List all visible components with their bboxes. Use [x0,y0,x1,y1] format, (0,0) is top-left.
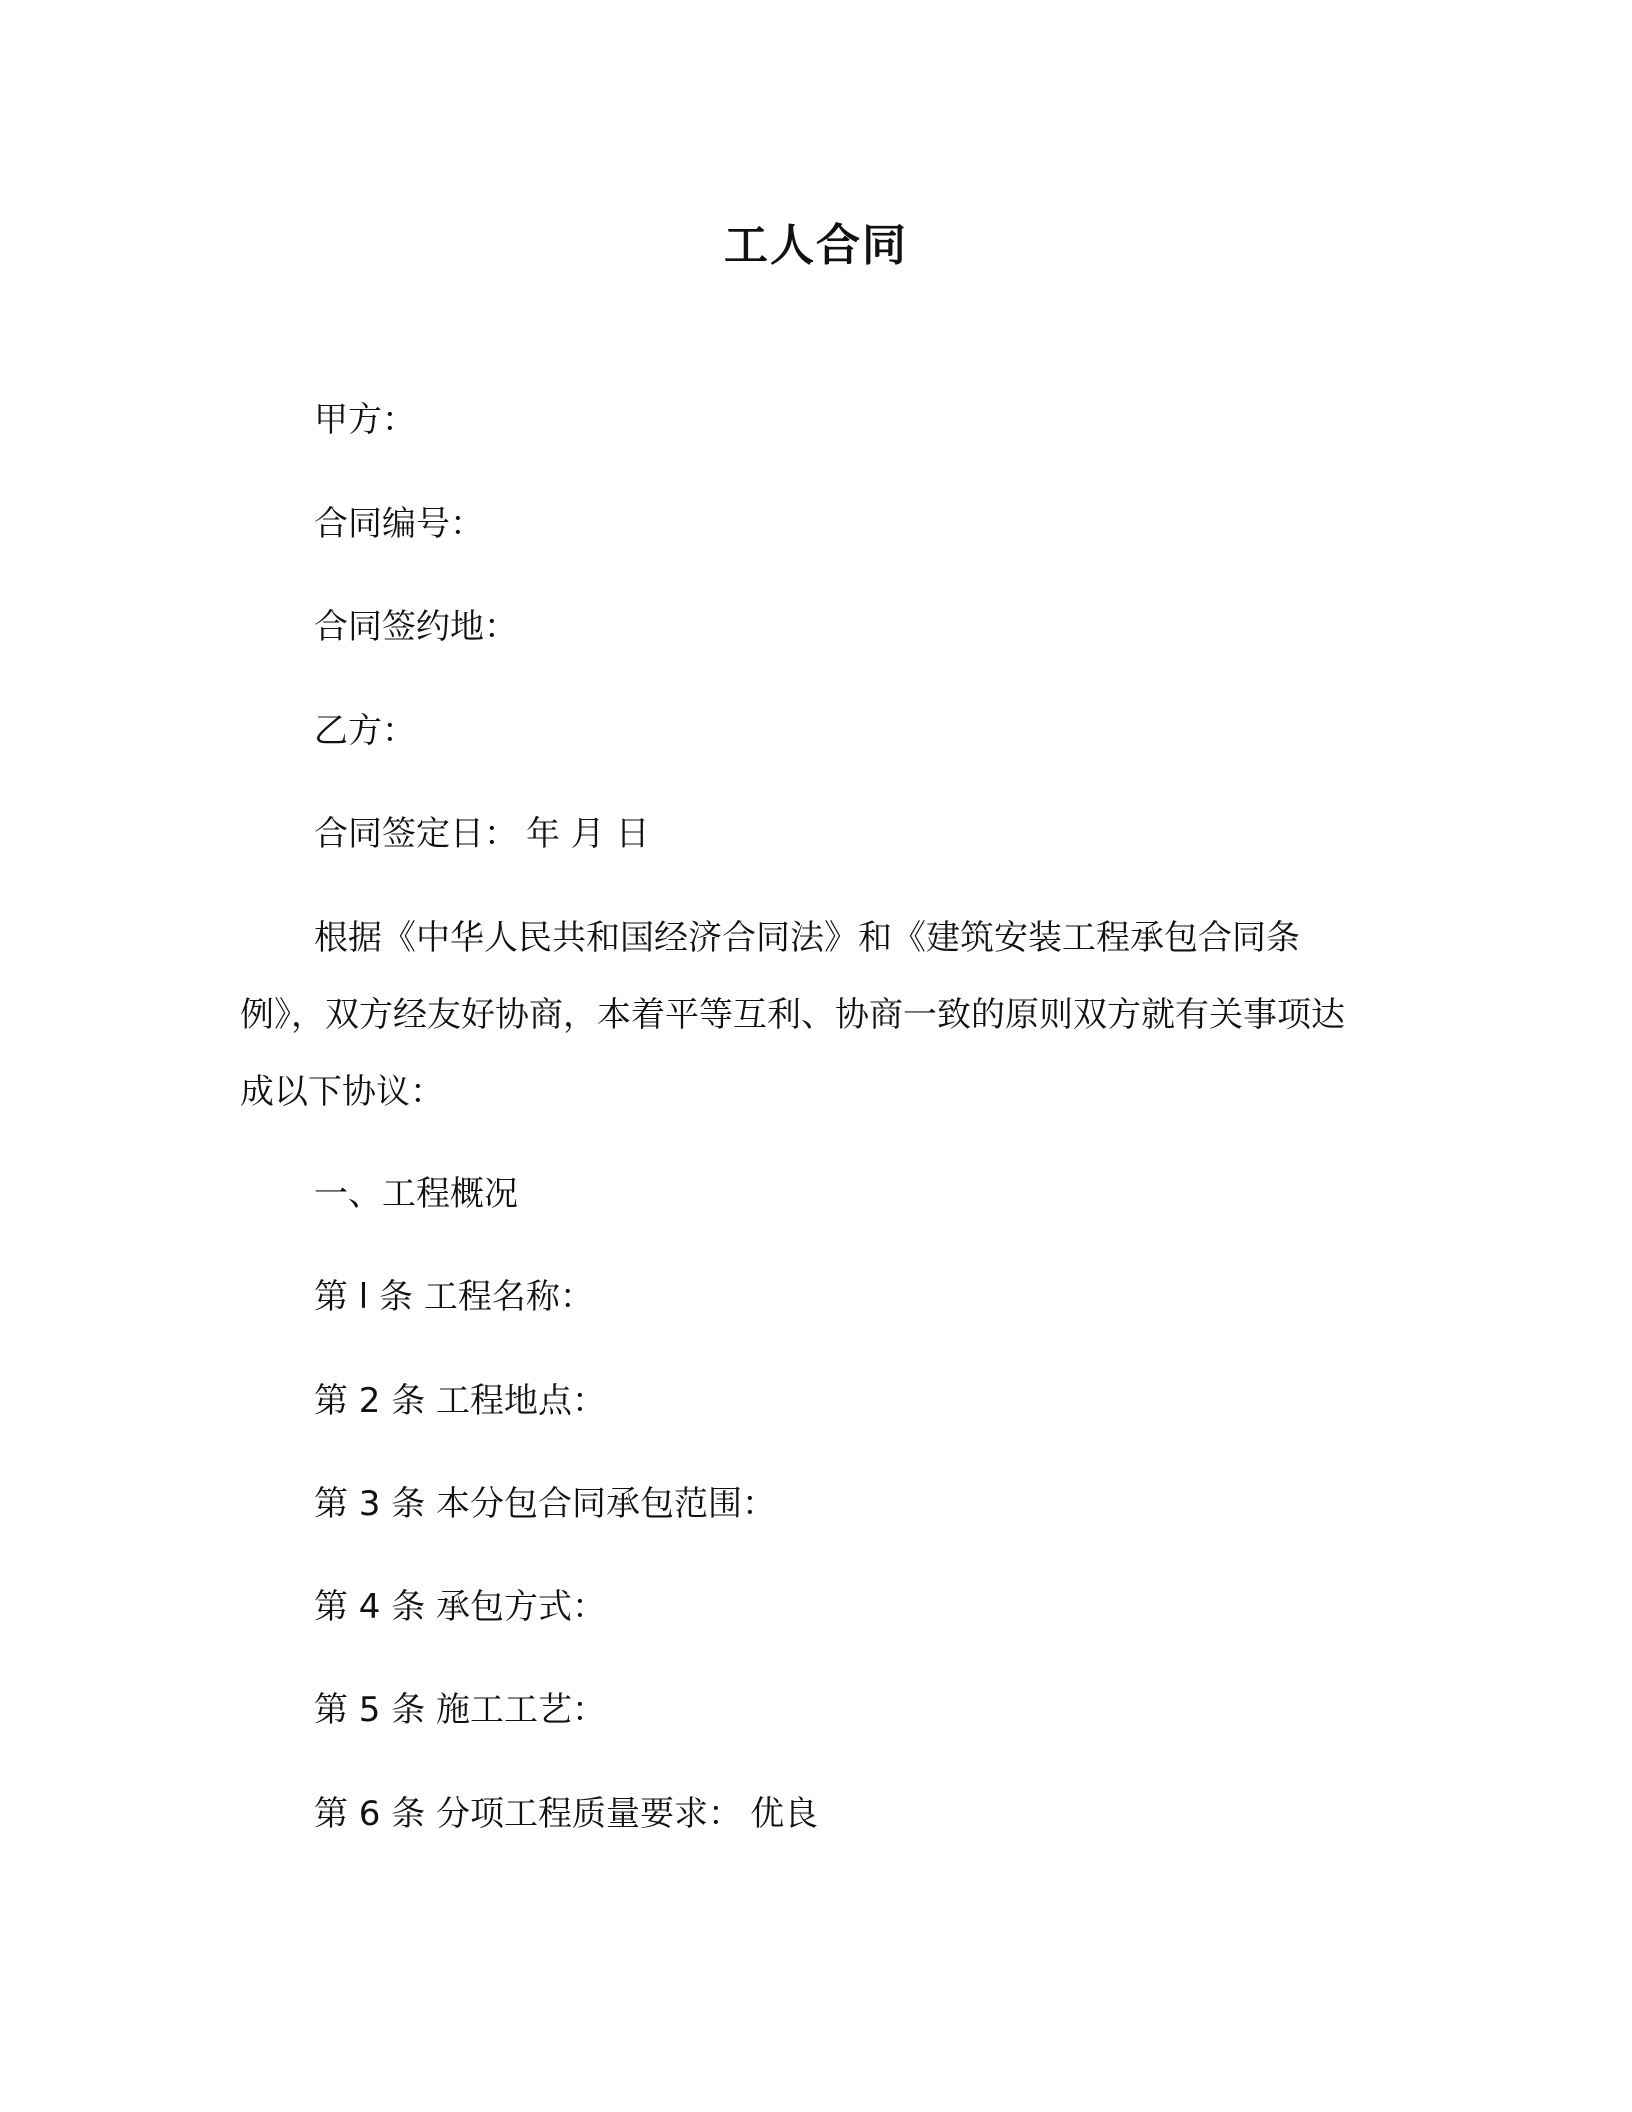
field-label: 合同签定日： [314,814,518,854]
field-contract-number [314,500,1374,548]
field-label: 甲方： [314,400,416,440]
field-label: 合同编号： [314,504,484,544]
section-heading: 一、工程概况 [314,1174,518,1214]
field-label: 合同签约地： [314,607,518,647]
article-2 [314,1377,1374,1425]
article-1 [314,1273,1374,1321]
article-value: 优良 [750,1794,819,1834]
intro-paragraph: 根据《中华人民共和国经济合同法》和《建筑安装工程承包合同条例》，双方经友好协商，本着平等互利、协商一致的原则双方就有关事项达成以下协议： [240,918,1345,1112]
article-label: 第 6 条 分项工程质量要求： [314,1794,743,1834]
field-signing-place [314,603,1374,651]
article-label: 第 5 条 施工工艺： [314,1690,607,1730]
document-title: 工人合同 [724,220,908,271]
article-5 [314,1686,1374,1734]
article-label: 第 4 条 承包方式： [314,1587,607,1627]
article-6 [314,1790,1374,1838]
field-label: 乙方： [314,711,416,751]
field-value: 年 月 日 [526,814,650,854]
field-signing-date [314,810,1374,858]
article-label: 第 l 条 工程名称： [314,1277,594,1317]
article-label: 第 3 条 本分包合同承包范围： [314,1484,777,1524]
article-label: 第 2 条 工程地点： [314,1381,607,1421]
field-party-a [314,396,1374,444]
article-3 [314,1480,1374,1528]
field-party-b [314,707,1374,755]
article-4 [314,1583,1374,1631]
